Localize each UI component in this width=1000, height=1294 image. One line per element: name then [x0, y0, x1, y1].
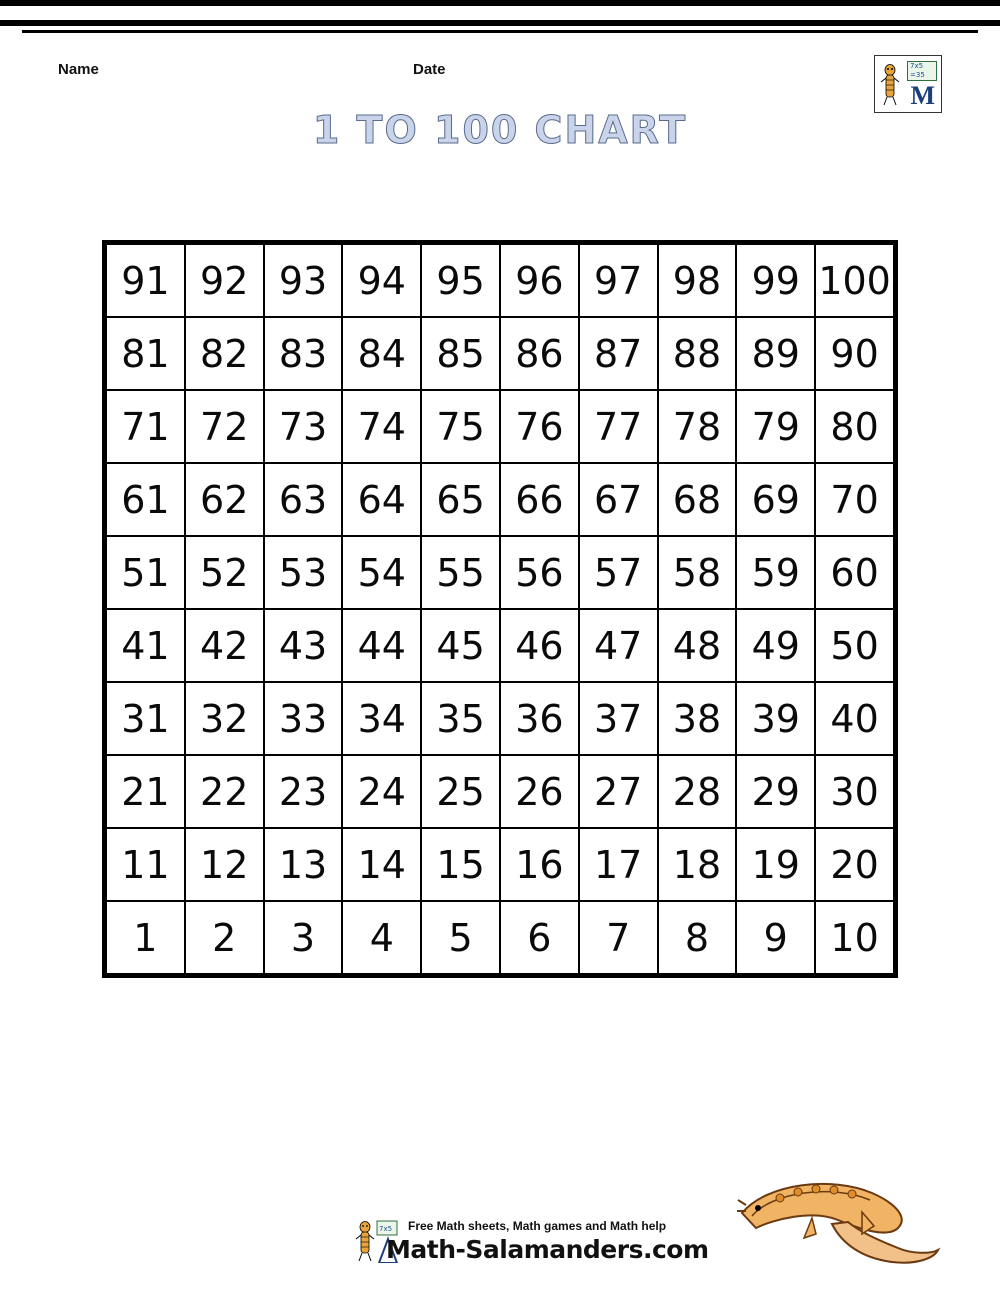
- table-row: [106, 901, 894, 974]
- hundred-chart: [102, 240, 898, 978]
- chart-cell[interactable]: 1: [106, 901, 185, 974]
- chart-cell[interactable]: 49: [736, 609, 815, 682]
- chart-cell[interactable]: 85: [421, 317, 500, 390]
- date-label: Date: [413, 61, 446, 78]
- chart-cell[interactable]: 58: [658, 536, 737, 609]
- chart-cell[interactable]: 92: [185, 244, 264, 317]
- chart-cell[interactable]: 79: [736, 390, 815, 463]
- chart-cell[interactable]: 8: [658, 901, 737, 974]
- chart-cell[interactable]: 87: [579, 317, 658, 390]
- chart-cell[interactable]: 51: [106, 536, 185, 609]
- chart-cell[interactable]: 100: [815, 244, 894, 317]
- chart-cell[interactable]: 67: [579, 463, 658, 536]
- chart-cell[interactable]: 38: [658, 682, 737, 755]
- chart-cell[interactable]: 23: [264, 755, 343, 828]
- chart-cell[interactable]: 72: [185, 390, 264, 463]
- chart-cell[interactable]: 50: [815, 609, 894, 682]
- chart-cell[interactable]: 68: [658, 463, 737, 536]
- chart-cell[interactable]: 4: [342, 901, 421, 974]
- chart-cell[interactable]: 16: [500, 828, 579, 901]
- chart-cell[interactable]: 88: [658, 317, 737, 390]
- logo-letter-m: M: [910, 81, 935, 110]
- chart-cell[interactable]: 77: [579, 390, 658, 463]
- footer-tagline: Free Math sheets, Math games and Math help: [408, 1219, 667, 1233]
- chart-cell[interactable]: 57: [579, 536, 658, 609]
- chart-cell[interactable]: 34: [342, 682, 421, 755]
- chart-cell[interactable]: 9: [736, 901, 815, 974]
- chart-cell[interactable]: 30: [815, 755, 894, 828]
- chart-cell[interactable]: 11: [106, 828, 185, 901]
- chart-cell[interactable]: 25: [421, 755, 500, 828]
- chart-cell[interactable]: 42: [185, 609, 264, 682]
- table-row: [106, 682, 894, 755]
- chart-cell[interactable]: 45: [421, 609, 500, 682]
- chart-cell[interactable]: 29: [736, 755, 815, 828]
- chart-cell[interactable]: 55: [421, 536, 500, 609]
- chart-cell[interactable]: 81: [106, 317, 185, 390]
- chart-cell[interactable]: 22: [185, 755, 264, 828]
- table-row: [106, 828, 894, 901]
- chart-cell[interactable]: 52: [185, 536, 264, 609]
- chart-cell[interactable]: 65: [421, 463, 500, 536]
- chart-cell[interactable]: 82: [185, 317, 264, 390]
- chart-cell[interactable]: 46: [500, 609, 579, 682]
- chart-cell[interactable]: 60: [815, 536, 894, 609]
- chart-cell[interactable]: 35: [421, 682, 500, 755]
- chart-cell[interactable]: 93: [264, 244, 343, 317]
- page-top-band: [0, 0, 1000, 26]
- chart-cell[interactable]: 53: [264, 536, 343, 609]
- salamander-logo-icon: [880, 63, 900, 107]
- chart-cell[interactable]: 17: [579, 828, 658, 901]
- chart-cell[interactable]: 27: [579, 755, 658, 828]
- chart-cell[interactable]: 76: [500, 390, 579, 463]
- salamander-illustration-icon: [712, 1158, 942, 1278]
- chart-cell[interactable]: 59: [736, 536, 815, 609]
- chalkboard-icon: 7x5 =35: [907, 61, 937, 81]
- chart-cell[interactable]: 33: [264, 682, 343, 755]
- chart-cell[interactable]: 75: [421, 390, 500, 463]
- page-top-rule: [22, 30, 978, 33]
- chart-cell[interactable]: 41: [106, 609, 185, 682]
- chart-cell[interactable]: 66: [500, 463, 579, 536]
- chart-cell[interactable]: 71: [106, 390, 185, 463]
- chart-cell[interactable]: 7: [579, 901, 658, 974]
- table-row: [106, 463, 894, 536]
- chart-cell[interactable]: 91: [106, 244, 185, 317]
- chart-cell[interactable]: 20: [815, 828, 894, 901]
- chart-cell[interactable]: 69: [736, 463, 815, 536]
- chart-cell[interactable]: 5: [421, 901, 500, 974]
- chart-cell[interactable]: 98: [658, 244, 737, 317]
- chart-cell[interactable]: 63: [264, 463, 343, 536]
- chart-cell[interactable]: 54: [342, 536, 421, 609]
- chart-cell[interactable]: 80: [815, 390, 894, 463]
- chart-cell[interactable]: 28: [658, 755, 737, 828]
- chart-cell[interactable]: 26: [500, 755, 579, 828]
- chart-cell[interactable]: 14: [342, 828, 421, 901]
- hundred-chart-table: [105, 243, 895, 975]
- table-row: [106, 609, 894, 682]
- chart-cell[interactable]: 62: [185, 463, 264, 536]
- chart-cell[interactable]: 84: [342, 317, 421, 390]
- chart-cell[interactable]: 24: [342, 755, 421, 828]
- chart-cell[interactable]: 64: [342, 463, 421, 536]
- chart-cell[interactable]: 94: [342, 244, 421, 317]
- svg-text:7x5: 7x5: [379, 1225, 393, 1233]
- name-label: Name: [58, 61, 99, 78]
- chart-cell[interactable]: 2: [185, 901, 264, 974]
- table-row: [106, 390, 894, 463]
- page-top-band-inner: [0, 6, 1000, 20]
- chart-cell[interactable]: 6: [500, 901, 579, 974]
- chart-cell[interactable]: 40: [815, 682, 894, 755]
- chart-cell[interactable]: 44: [342, 609, 421, 682]
- table-row: [106, 536, 894, 609]
- chart-cell[interactable]: 96: [500, 244, 579, 317]
- chart-cell[interactable]: 83: [264, 317, 343, 390]
- chart-cell[interactable]: 47: [579, 609, 658, 682]
- chart-cell[interactable]: 13: [264, 828, 343, 901]
- chart-cell[interactable]: 74: [342, 390, 421, 463]
- chart-cell[interactable]: 56: [500, 536, 579, 609]
- chart-cell[interactable]: 86: [500, 317, 579, 390]
- chart-cell[interactable]: 15: [421, 828, 500, 901]
- chart-cell[interactable]: 31: [106, 682, 185, 755]
- chart-cell[interactable]: 95: [421, 244, 500, 317]
- chart-cell[interactable]: 3: [264, 901, 343, 974]
- chart-cell[interactable]: 10: [815, 901, 894, 974]
- chart-cell[interactable]: 19: [736, 828, 815, 901]
- chart-cell[interactable]: 90: [815, 317, 894, 390]
- chart-cell[interactable]: 73: [264, 390, 343, 463]
- table-row: [106, 755, 894, 828]
- chart-cell[interactable]: 97: [579, 244, 658, 317]
- chart-cell[interactable]: 18: [658, 828, 737, 901]
- chart-cell[interactable]: 32: [185, 682, 264, 755]
- chart-cell[interactable]: 37: [579, 682, 658, 755]
- chart-cell[interactable]: 21: [106, 755, 185, 828]
- chart-cell[interactable]: 43: [264, 609, 343, 682]
- table-row: [106, 317, 894, 390]
- chart-cell[interactable]: 70: [815, 463, 894, 536]
- table-row: [106, 244, 894, 317]
- footer-url[interactable]: Math-Salamanders.com: [386, 1235, 709, 1264]
- chart-cell[interactable]: 12: [185, 828, 264, 901]
- chart-cell[interactable]: 61: [106, 463, 185, 536]
- page-title: 1 TO 100 CHART: [312, 108, 688, 152]
- chart-cell[interactable]: 48: [658, 609, 737, 682]
- math-salamanders-logo: [874, 55, 942, 113]
- chart-cell[interactable]: 36: [500, 682, 579, 755]
- chart-cell[interactable]: 89: [736, 317, 815, 390]
- chart-cell[interactable]: 78: [658, 390, 737, 463]
- chart-cell[interactable]: 39: [736, 682, 815, 755]
- chart-cell[interactable]: 99: [736, 244, 815, 317]
